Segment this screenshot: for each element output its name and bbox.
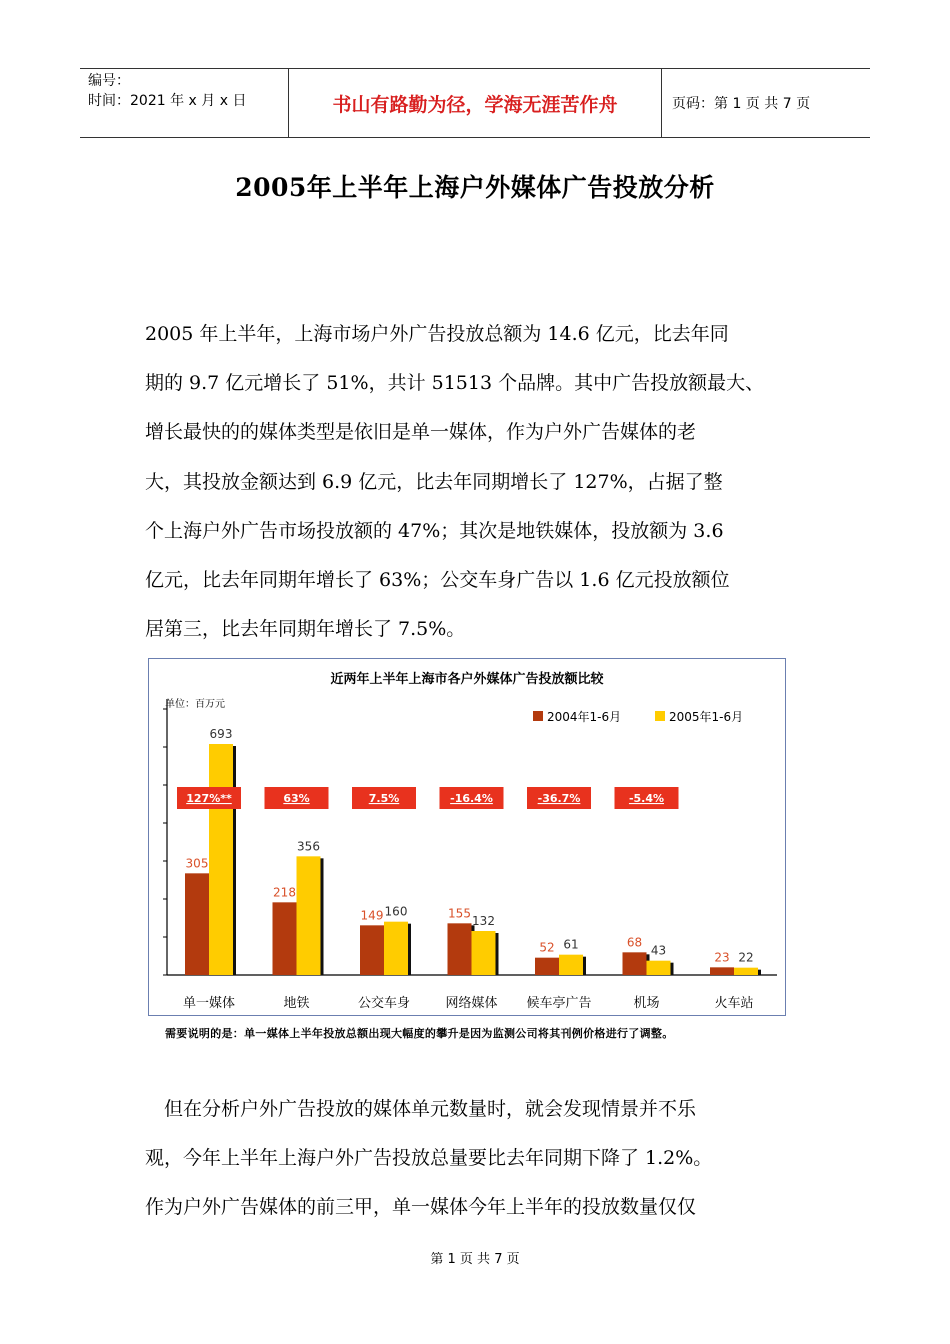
bar-2004-5 (623, 952, 647, 975)
header-page-number: 页码：第 1 页 共 7 页 (672, 96, 811, 112)
data-label: 22 (738, 950, 754, 965)
category-label: 单一媒体 (182, 996, 236, 1011)
growth-label: -5.4% (628, 792, 665, 805)
data-label: 23 (714, 950, 730, 965)
paragraph-1 (145, 310, 825, 654)
data-label: 305 (185, 856, 209, 871)
document-title: 2005年上半年上海户外媒体广告投放分析 (235, 173, 715, 202)
paragraph-line: 但在分析户外广告投放的媒体单元数量时，就会发现情景并不乐 (145, 1098, 697, 1120)
paragraph-line: 作为户外广告媒体的前三甲，单一媒体今年上半年的投放数量仅仅 (145, 1196, 697, 1219)
document-date-label: 时间：2021 年 x 月 x 日 (88, 93, 247, 109)
category-label: 机场 (633, 996, 660, 1011)
bar-2005-4 (559, 955, 583, 975)
growth-label: 7.5% (368, 792, 400, 805)
paragraph-line: 2005 年上半年，上海市场户外广告投放总额为 14.6 亿元，比去年同 (145, 323, 729, 345)
page-header (80, 68, 870, 138)
data-label: 155 (448, 906, 471, 921)
category-label: 火车站 (714, 996, 754, 1011)
chart-title: 近两年上半年上海市各户外媒体广告投放额比较 (330, 672, 604, 687)
bar-2004-6 (710, 967, 734, 975)
chart-canvas (149, 659, 785, 1015)
bar-2004-4 (535, 958, 559, 975)
data-label: 149 (360, 908, 384, 923)
paragraph-line: 观，今年上半年上海户外广告投放总量要比去年同期下降了 1.2%。 (145, 1147, 713, 1170)
bar-2005-0 (209, 744, 233, 975)
data-label: 218 (273, 885, 296, 900)
bar-2005-5 (647, 961, 671, 975)
category-label: 候车亭广告 (526, 996, 592, 1011)
category-label: 公交车身 (357, 996, 411, 1011)
paragraph-line: 亿元，比去年同期年增长了 63%；公交车身广告以 1.6 亿元投放额位 (145, 569, 730, 592)
bar-2005-1 (297, 856, 321, 975)
bar-2005-3 (472, 931, 496, 975)
paragraph-line: 大，其投放金额达到 6.9 亿元，比去年同期增长了 127%，占据了整 (145, 470, 723, 493)
chart-unit-label: 单位：百万元 (165, 699, 225, 710)
growth-label: -36.7% (537, 792, 581, 805)
bar-2005-2 (384, 922, 408, 975)
page-footer: 第 1 页 共 7 页 (430, 1252, 520, 1267)
legend-label-2004: 2004年1-6月 (547, 710, 622, 724)
growth-label: 127%** (186, 792, 232, 805)
data-label: 52 (539, 940, 555, 955)
header-motto: 书山有路勤为径，学海无涯苦作舟 (289, 69, 662, 137)
data-label: 61 (563, 937, 579, 952)
growth-label: 63% (283, 792, 310, 805)
legend-swatch-2004 (533, 711, 543, 721)
bar-2005-6 (734, 968, 758, 975)
chart-plot-area (163, 699, 777, 1011)
chart-legend (533, 709, 743, 724)
paragraph-line: 居第三，比去年同期年增长了 7.5%。 (145, 618, 466, 641)
paragraph-line: 期的 9.7 亿元增长了 51%，共计 51513 个品牌。其中广告投放额最大、 (145, 372, 765, 395)
data-label: 693 (209, 727, 233, 741)
bar-chart (148, 658, 786, 1016)
data-label: 356 (297, 839, 320, 854)
data-label: 68 (626, 935, 643, 950)
bar-2004-0 (185, 873, 209, 975)
bar-2004-1 (273, 902, 297, 975)
paragraph-2 (145, 1085, 825, 1233)
header-meta (80, 69, 289, 137)
legend-swatch-2005 (655, 711, 665, 721)
bar-2004-3 (448, 923, 472, 975)
paragraph-line: 个上海户外广告市场投放额的 47%；其次是地铁媒体，投放额为 3.6 (145, 519, 724, 542)
data-label: 160 (384, 904, 408, 919)
category-label: 网络媒体 (445, 996, 498, 1011)
paragraph-line: 增长最快的的媒体类型是依旧是单一媒体，作为户外广告媒体的老 (145, 421, 697, 444)
growth-label: -16.4% (450, 792, 493, 805)
bar-2004-2 (360, 925, 384, 975)
category-label: 地铁 (283, 996, 310, 1011)
document-number-label: 编号： (88, 73, 130, 89)
data-label: 43 (650, 943, 667, 958)
legend-label-2005: 2005年1-6月 (669, 710, 744, 724)
data-label: 132 (472, 914, 495, 928)
chart-note: 需要说明的是：单一媒体上半年投放总额出现大幅度的攀升是因为监测公司将其刊例价格进行了调整。 (165, 1027, 674, 1040)
